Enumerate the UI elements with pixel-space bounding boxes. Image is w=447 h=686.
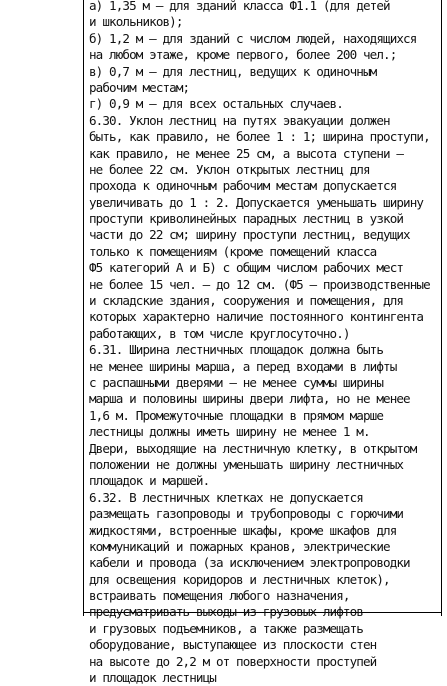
text-line: марша и половины ширины двери лифта, но не менее (89, 391, 410, 407)
document-text-column (89, 0, 439, 686)
text-line: которых характерно наличие постоянного контингента (89, 309, 424, 325)
text-line: лестницы должны иметь ширину не менее 1 м. (89, 424, 370, 440)
text-line: для освещения коридоров и лестничных клеток), (89, 571, 390, 587)
text-line: 1,6 м. Промежуточные площадки в прямом марше (89, 407, 384, 423)
text-line: и школьников); (89, 14, 183, 30)
text-line: быть, как правило, не более 1 : 1; ширина проступи, (89, 129, 430, 145)
text-line: и складские здания, сооружения и помещения, для (89, 293, 404, 309)
table-right-border (441, 0, 442, 616)
text-line: Ф5 категорий А и Б) с общим числом рабочих мест (89, 260, 404, 276)
text-line: встраивать помещения любого назначения, (89, 588, 350, 604)
text-line: г) 0,9 м — для всех остальных случаев. (89, 96, 343, 112)
text-line: и грузовых подъемников, а также размещать (89, 620, 363, 636)
text-line: как правило, не менее 25 см, а высота ступени — (89, 145, 404, 161)
text-line: 6.32. В лестничных клетках не допускается (89, 489, 363, 505)
text-line: 6.30. Уклон лестниц на путях эвакуации должен (89, 112, 390, 128)
text-line: части до 22 см; ширину проступи лестниц, ведущих (89, 227, 410, 243)
text-line: размещать газопроводы и трубопроводы с горючими (89, 506, 404, 522)
text-line: коммуникаций и пожарных кранов, электрические (89, 538, 390, 554)
text-line: б) 1,2 м — для зданий с числом людей, находящихся (89, 30, 417, 46)
text-line: предусматривать выходы из грузовых лифтов (89, 604, 363, 620)
text-line: и площадок лестницы (89, 670, 216, 686)
text-line: на высоте до 2,2 м от поверхности проступей (89, 653, 377, 669)
text-line: площадок и маршей. (89, 473, 210, 489)
text-line: на любом этаже, кроме первого, более 200 чел.; (89, 47, 397, 63)
text-line: прохода к одиночным рабочим местам допускается (89, 178, 397, 194)
text-line: только к помещениям (кроме помещений класса (89, 243, 377, 259)
text-line: рабочим местам; (89, 79, 190, 95)
text-line: не более 22 см. Уклон открытых лестниц для (89, 161, 370, 177)
text-line: кабели и провода (за исключением электропроводки (89, 555, 410, 571)
text-line: Двери, выходящие на лестничную клетку, в открытом (89, 440, 417, 456)
text-line: а) 1,35 м — для зданий класса Ф1.1 (для детей (89, 0, 390, 13)
text-line: в) 0,7 м — для лестниц, ведущих к одиночным (89, 63, 377, 79)
text-line: жидкостями, встроенные шкафы, кроме шкафов для (89, 522, 397, 538)
table-left-border (83, 0, 84, 616)
text-line: с распашными дверями — не менее суммы ширины (89, 374, 384, 390)
text-line: не менее ширины марша, а перед входами в лифты (89, 358, 397, 374)
text-line: увеличивать до 1 : 2. Допускается уменьшать ширину (89, 194, 424, 210)
text-line: оборудование, выступающее из плоскости стен (89, 637, 377, 653)
text-line: 6.31. Ширина лестничных площадок должна быть (89, 342, 384, 358)
text-line: проступи криволинейных парадных лестниц в узкой (89, 211, 404, 227)
text-line: работающих, в том числе круглосуточно.) (89, 325, 350, 341)
text-line: не более 15 чел. — до 12 см. (Ф5 — производственные (89, 276, 430, 292)
text-line: положении не должны уменьшать ширину лестничных (89, 456, 404, 472)
